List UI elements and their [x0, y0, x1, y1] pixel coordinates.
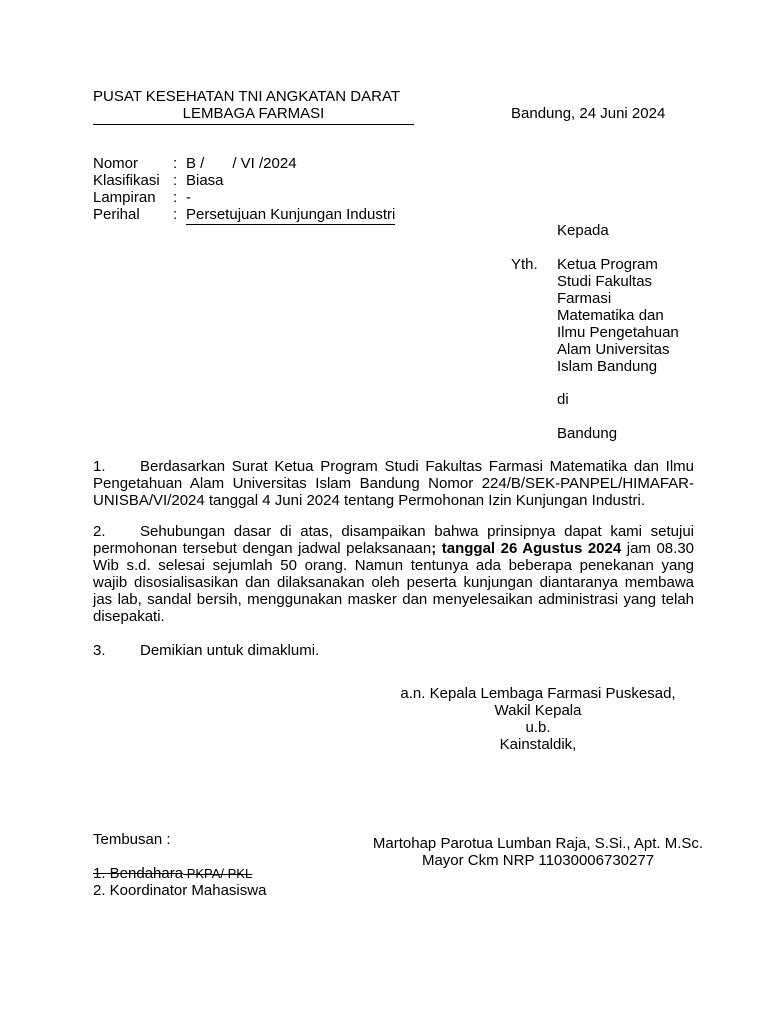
signature-line: Kainstaldik, [499, 736, 577, 753]
colon: : [173, 206, 178, 223]
paragraph-number: 1. [93, 458, 106, 475]
colon: : [173, 155, 178, 172]
signature-block [370, 685, 706, 753]
meta-lampiran [93, 189, 395, 206]
di-label: di [557, 391, 569, 408]
lampiran-label: Lampiran [93, 189, 156, 206]
nomor-value-a: B / [186, 155, 205, 172]
yth-label: Yth. [511, 256, 538, 273]
nomor-label: Nomor [93, 155, 139, 172]
tembusan-item-text: 1. Bendahara [93, 865, 184, 882]
tembusan-item-1 [93, 865, 252, 882]
recipient-line: Matematika dan [557, 307, 664, 324]
paragraph-bold-date: ; tanggal 26 Agustus 2024 [431, 540, 622, 557]
letter-meta [93, 155, 395, 223]
kepada-label: Kepada [557, 222, 609, 239]
recipient-line: Farmasi [557, 290, 612, 307]
signatory [370, 835, 706, 869]
meta-perihal [93, 206, 395, 223]
paragraph-text: jam 08.30 Wib s.d. selesai sejumlah 50 orang. Namun tentunya ada beberapa penekanan yang wajib disosialisasikan dan dilaksanakan oleh peserta kunjungan diantaranya membawa jas lab, sandal bersih, menggunakan masker dan menyelesaikan administrasi yang telah disepakati. [93, 540, 695, 625]
paragraph-2 [93, 523, 694, 625]
recipient-line: Islam Bandung [557, 358, 658, 375]
paragraph-1 [93, 458, 694, 509]
klasifikasi-label: Klasifikasi [93, 172, 160, 189]
recipient-line: Ilmu Pengetahuan [557, 324, 679, 341]
lampiran-value: - [186, 189, 191, 206]
place-date: Bandung, 24 Juni 2024 [511, 105, 666, 122]
tembusan-item-small: PKPA/ PKL [183, 866, 253, 881]
paragraph-text: Berdasarkan Surat Ketua Program Studi Fakultas Farmasi Matematika dan Ilmu Pengetahuan Alam Universitas Islam Bandung Nomor 224/B/SEK-PANPEL/HIMAFAR-UNISBA/VI/2024 tanggal 4 Juni 2024 tentang Permohonan Izin Kunjungan Industri. [93, 458, 694, 509]
colon: : [173, 172, 178, 189]
paragraph-text: Sehubungan dasar di atas, disampaikan bahwa prinsipnya dapat kami setujui permohonan tersebut dengan jadwal pelaksanaan [93, 523, 694, 557]
perihal-label: Perihal [93, 206, 140, 223]
paragraph-text: Demikian untuk dimaklumi. [140, 642, 320, 659]
paragraph-3 [93, 642, 694, 659]
signatory-rank: Mayor Ckm NRP 11030006730277 [421, 852, 655, 869]
signatory-name: Martohap Parotua Lumban Raja, S.Si., Apt. M.Sc. [372, 835, 704, 852]
paragraph-number: 3. [93, 642, 106, 659]
nomor-value-b: / VI /2024 [232, 155, 297, 172]
org-name-line1: PUSAT KESEHATAN TNI ANGKATAN DARAT [93, 88, 401, 105]
recipient-block [557, 256, 679, 375]
tembusan-item-2: 2. Koordinator Mahasiswa [93, 882, 267, 899]
colon: : [173, 189, 178, 206]
recipient-city: Bandung [557, 425, 618, 442]
org-name-line2: LEMBAGA FARMASI [93, 105, 414, 125]
signature-line: a.n. Kepala Lembaga Farmasi Puskesad, [400, 685, 676, 702]
meta-nomor [93, 155, 395, 172]
recipient-line: Ketua Program [557, 256, 658, 273]
signature-line: Wakil Kepala [494, 702, 582, 719]
signature-line: u.b. [525, 719, 551, 736]
klasifikasi-value: Biasa [186, 172, 224, 189]
tembusan-label: Tembusan : [93, 831, 171, 848]
recipient-line: Alam Universitas [557, 341, 670, 358]
recipient-line: Studi Fakultas [557, 273, 653, 290]
meta-klasifikasi [93, 172, 395, 189]
perihal-value: Persetujuan Kunjungan Industri [186, 206, 396, 223]
paragraph-number: 2. [93, 523, 106, 540]
